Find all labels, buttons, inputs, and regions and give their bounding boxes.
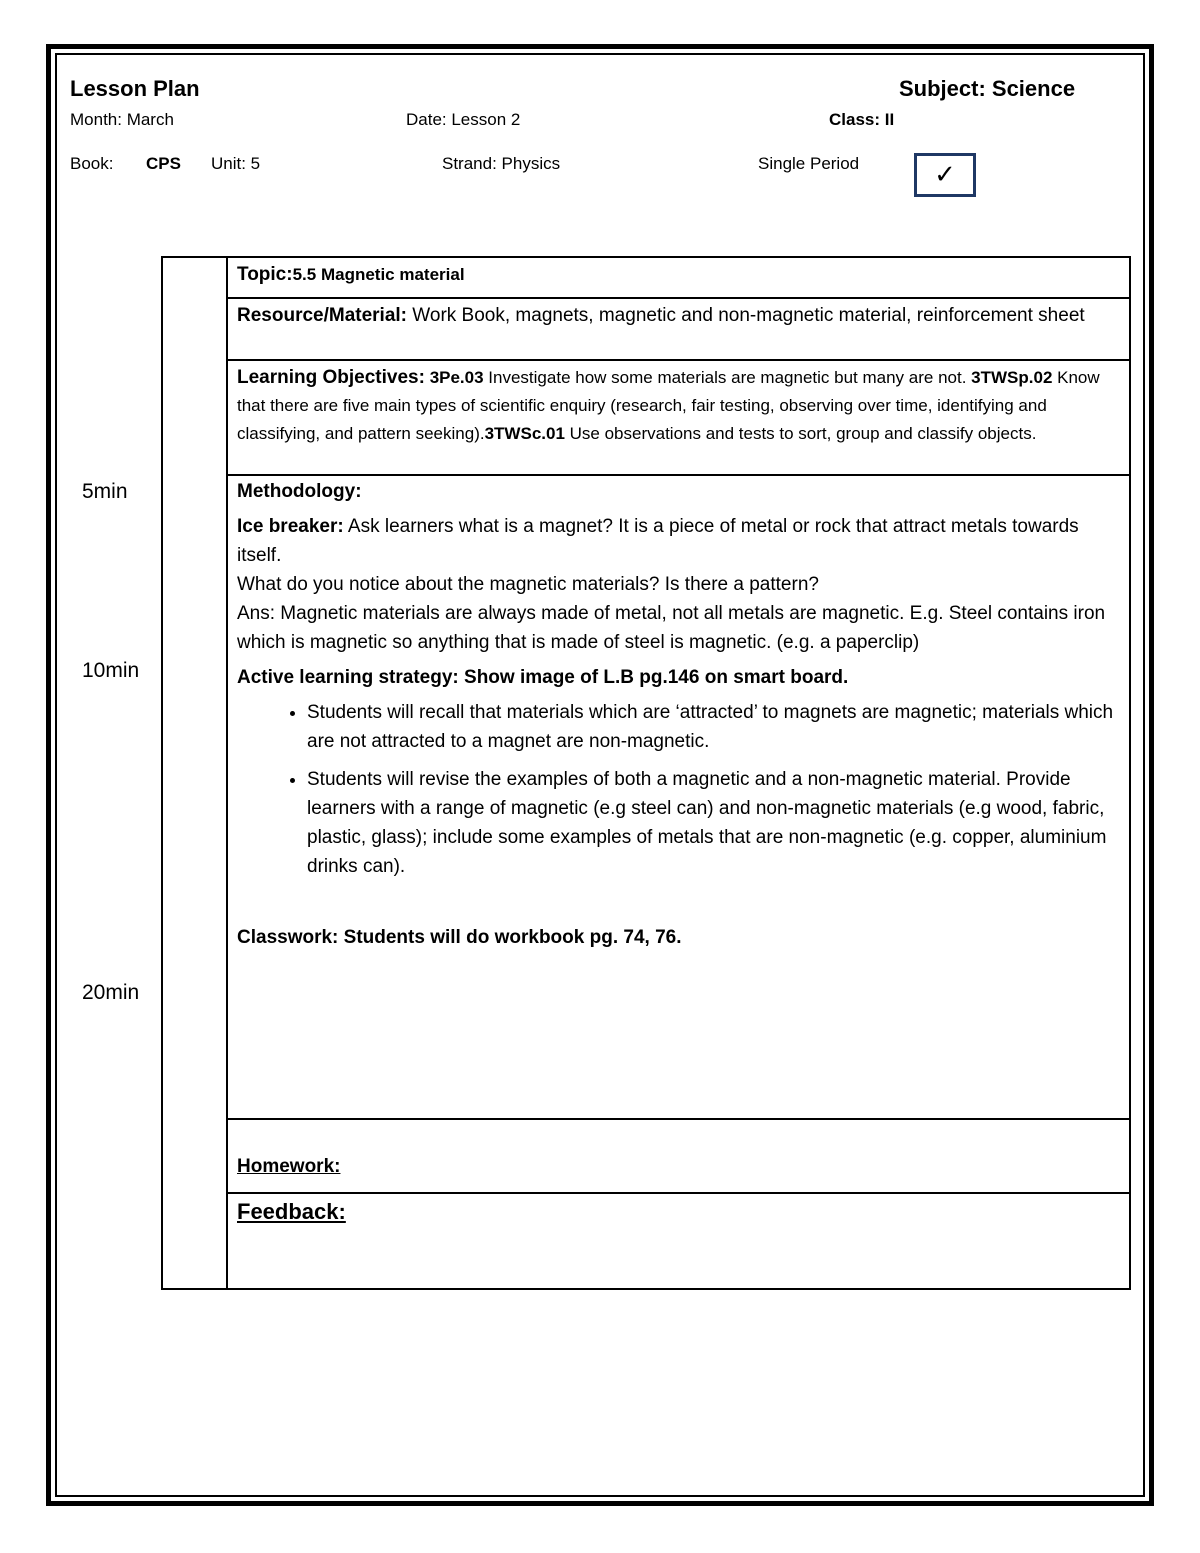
strand-field: Strand: Physics [442, 154, 561, 173]
unit-field: Unit: 5 [211, 154, 261, 173]
period-label: Single Period [758, 154, 860, 173]
pattern-answer: Ans: Magnetic materials are always made of metal, not all metals are magnetic. E.g. Steel contains iron which is magnetic so anything that is made of steel is magnetic. (e.g. a paperclip) [237, 603, 1106, 653]
objective-code-1: 3Pe.03 [429, 368, 484, 387]
resource-value: Work Book, magnets, magnetic and non-magnetic material, reinforcement sheet [412, 305, 1085, 326]
month-field: Month: March [70, 110, 174, 129]
pattern-question: What do you notice about the magnetic materials? Is there a pattern? [237, 574, 819, 595]
document-title: Lesson Plan [70, 76, 200, 101]
methodology-label: Methodology: [237, 481, 362, 502]
time-20min: 20min [82, 981, 140, 1004]
time-column-divider [226, 256, 228, 1290]
classwork: Classwork: Students will do workbook pg. 74, 76. [237, 927, 682, 948]
row-divider-objectives [226, 474, 1131, 476]
objectives-label: Learning Objectives: [237, 367, 425, 388]
objective-text-3: Use observations and tests to sort, group and classify objects. [564, 424, 1037, 443]
book-label: Book: [70, 154, 114, 173]
homework-cell [237, 1152, 1122, 1181]
book-value: CPS [146, 154, 181, 173]
methodology-cell [237, 477, 1122, 952]
row-divider-resource [226, 359, 1131, 361]
list-item: • Students will revise the examples of both a magnetic and a non-magnetic material. Provide learners with a range of magnetic (e.g steel can) and non-magnetic materials (e.g wood, fabric, plastic, glass); include some examples of metals that are non-magnetic (e.g. copper, aluminium drinks can). [307, 765, 1122, 881]
subject-label: Subject: Science [899, 76, 1076, 101]
time-10min: 10min [82, 659, 140, 682]
icebreaker [237, 512, 1122, 570]
strategy-bullets [237, 698, 1122, 881]
single-period-checkbox[interactable] [914, 153, 976, 197]
topic-cell [237, 261, 1122, 289]
active-learning-strategy: Active learning strategy: Show image of L.B pg.146 on smart board. [237, 667, 849, 688]
list-item: • Students will recall that materials which are ‘attracted’ to magnets are magnetic; materials which are not attracted to a magnet are non-magnetic. [307, 698, 1122, 756]
objective-code-2: 3TWSp.02 [971, 368, 1053, 387]
icebreaker-label: Ice breaker: [237, 516, 344, 537]
class-field: Class: II [829, 110, 895, 129]
topic-label: Topic: [237, 264, 293, 285]
icebreaker-text: Ask learners what is a magnet? It is a piece of metal or rock that attract metals towards itself. [237, 516, 1079, 566]
feedback-label: Feedback: [237, 1199, 346, 1224]
row-divider-homework [226, 1192, 1131, 1194]
row-divider-methodology [226, 1118, 1131, 1120]
check-icon: ✓ [934, 160, 956, 190]
resource-label: Resource/Material: [237, 305, 408, 326]
feedback-cell [237, 1197, 1122, 1226]
homework-label: Homework: [237, 1156, 341, 1177]
row-divider-topic [226, 297, 1131, 299]
time-5min: 5min [82, 480, 128, 503]
objective-text-1: Investigate how some materials are magnetic but many are not. [483, 368, 972, 387]
objective-code-3: 3TWSc.01 [484, 424, 565, 443]
resource-cell [237, 301, 1122, 330]
objectives-cell [237, 364, 1122, 448]
topic-value: 5.5 Magnetic material [292, 265, 465, 284]
date-field: Date: Lesson 2 [406, 110, 521, 129]
objective-text-2: Know that there are five main types of scientific enquiry (research, fair testing, observing over time, identifying and classifying, and pattern seeking). [237, 368, 1100, 443]
